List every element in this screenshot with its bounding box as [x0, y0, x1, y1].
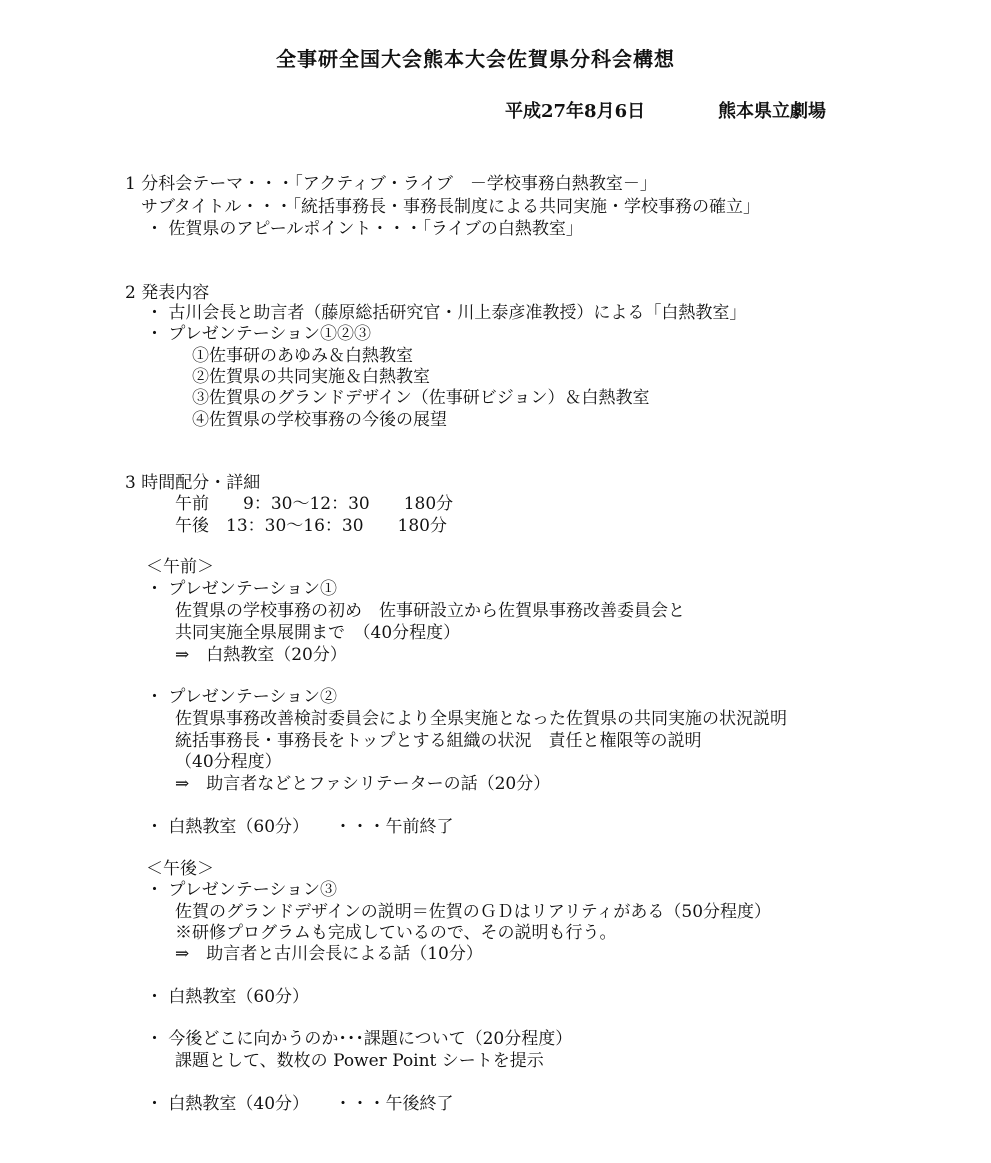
section2-subitem: ③佐賀県のグランドデザイン（佐事研ビジョン）＆白熱教室 [192, 388, 650, 408]
presentation2-line: 統括事務長・事務長をトップとする組織の状況 責任と権限等の説明 [175, 731, 702, 751]
presentation3-line: ⇒ 助言者と古川会長による話（10分） [175, 944, 483, 964]
presentation3-title: ・ プレゼンテーション③ [146, 880, 338, 900]
meeting-venue: 熊本県立劇場 [718, 101, 826, 122]
section2-heading: 2 発表内容 [125, 283, 210, 303]
section2-subitem: ②佐賀県の共同実施＆白熱教室 [192, 367, 430, 387]
presentation2-line: 佐賀県事務改善検討委員会により全県実施となった佐賀県の共同実施の状況説明 [175, 709, 787, 729]
presentation3-line: 佐賀のグランドデザインの説明＝佐賀のＧＤはリアリティがある（50分程度） [175, 902, 772, 922]
afternoon-end: ・ 白熱教室（40分） ・・・午後終了 [146, 1094, 454, 1114]
morning-end: ・ 白熱教室（60分） ・・・午前終了 [146, 817, 454, 837]
section1-theme: 1 分科会テーマ・・・「アクティブ・ライブ －学校事務白熱教室－」 [125, 174, 657, 194]
presentation1-line: ⇒ 白熱教室（20分） [175, 645, 347, 665]
afternoon-class: ・ 白熱教室（60分） [146, 987, 310, 1007]
future-topic: ・ 今後どこに向かうのか･･･課題について（20分程度） [146, 1029, 573, 1049]
section1-subtitle: サブタイトル・・・「統括事務長・事務長制度による共同実施・学校事務の確立」 [141, 197, 760, 217]
section2-subitem: ④佐賀県の学校事務の今後の展望 [192, 410, 447, 430]
afternoon-label: ＜午後＞ [146, 859, 214, 879]
section2-item: ・ 古川会長と助言者（藤原総括研究官・川上泰彦准教授）による「白熱教室」 [146, 303, 747, 323]
section2-item: ・ プレゼンテーション①②③ [146, 324, 372, 344]
section3-heading: 3 時間配分・詳細 [125, 473, 261, 493]
presentation2-line: ⇒ 助言者などとファシリテーターの話（20分） [175, 774, 551, 794]
meeting-date: 平成27年8月6日 [505, 101, 646, 122]
section1-appeal: ・ 佐賀県のアピールポイント・・・「ライブの白熱教室」 [146, 219, 583, 239]
section2-subitem: ①佐事研のあゆみ＆白熱教室 [192, 346, 413, 366]
afternoon-time: 午後 13：30～16：30 180分 [175, 516, 447, 536]
presentation1-title: ・ プレゼンテーション① [146, 579, 338, 599]
document-title: 全事研全国大会熊本大会佐賀県分科会構想 [276, 47, 675, 71]
presentation1-line: 佐賀県の学校事務の初め 佐事研設立から佐賀県事務改善委員会と [175, 601, 685, 621]
presentation2-title: ・ プレゼンテーション② [146, 687, 338, 707]
morning-time: 午前 9：30～12：30 180分 [175, 494, 454, 514]
morning-label: ＜午前＞ [146, 557, 214, 577]
presentation1-line: 共同実施全県展開まで （40分程度） [175, 623, 461, 643]
future-topic-detail: 課題として、数枚の Power Point シートを提示 [175, 1051, 544, 1071]
presentation2-line: （40分程度） [175, 752, 282, 772]
presentation3-line: ※研修プログラムも完成しているので、その説明も行う。 [175, 923, 617, 943]
